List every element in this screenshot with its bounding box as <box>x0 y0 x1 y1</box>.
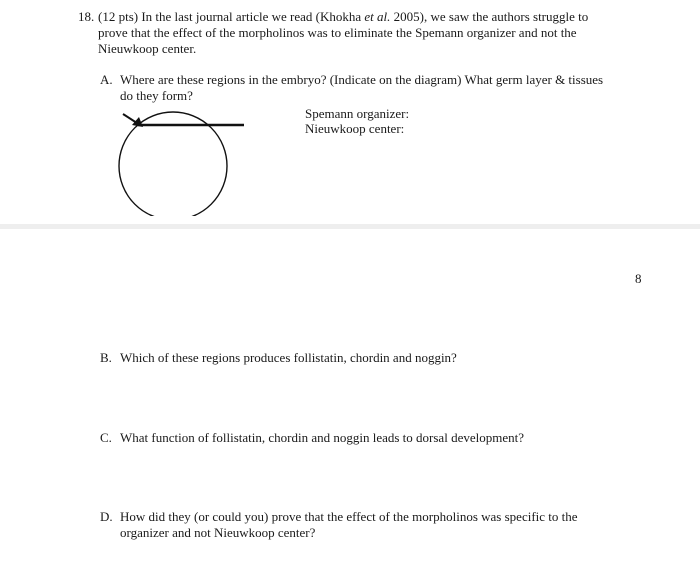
question-number: 18. <box>78 9 95 24</box>
question-intro-line-1 <box>98 9 658 25</box>
page-divider <box>0 224 700 229</box>
page-number: 8 <box>635 271 642 286</box>
part-b-letter: B. <box>100 350 112 365</box>
part-c-question: What function of follistatin, chordin and noggin leads to dorsal development? <box>120 430 524 445</box>
part-b-question: Which of these regions produces follistatin, chordin and noggin? <box>120 350 457 365</box>
part-d-line-2: organizer and not Nieuwkoop center? <box>120 525 316 540</box>
part-d-line-1: How did they (or could you) prove that the effect of the morpholinos was specific to the <box>120 509 578 524</box>
part-a-line-2: do they form? <box>120 88 193 103</box>
question-intro <box>98 9 658 57</box>
part-d-question <box>120 509 640 541</box>
part-a-line-1: Where are these regions in the embryo? (Indicate on the diagram) What germ layer & tissues <box>120 72 604 87</box>
part-d-letter: D. <box>100 509 113 524</box>
embryo-diagram <box>118 108 250 216</box>
embryo-circle <box>119 112 227 216</box>
intro-text-italic: et al. <box>364 9 391 24</box>
intro-text-pre: (12 pts) In the last journal article we read (Khokha <box>98 9 365 24</box>
part-a-letter: A. <box>100 72 113 87</box>
question-intro-line-3: Nieuwkoop center. <box>98 41 197 56</box>
label-nieuwkoop-center: Nieuwkoop center: <box>305 121 405 136</box>
part-a-question <box>120 72 640 104</box>
label-spemann-organizer: Spemann organizer: <box>305 106 410 121</box>
part-c-letter: C. <box>100 430 112 445</box>
question-intro-line-2: prove that the effect of the morpholinos was to eliminate the Spemann organizer and not the <box>98 25 577 40</box>
intro-text-post: 2005), we saw the authors struggle to <box>390 9 589 24</box>
